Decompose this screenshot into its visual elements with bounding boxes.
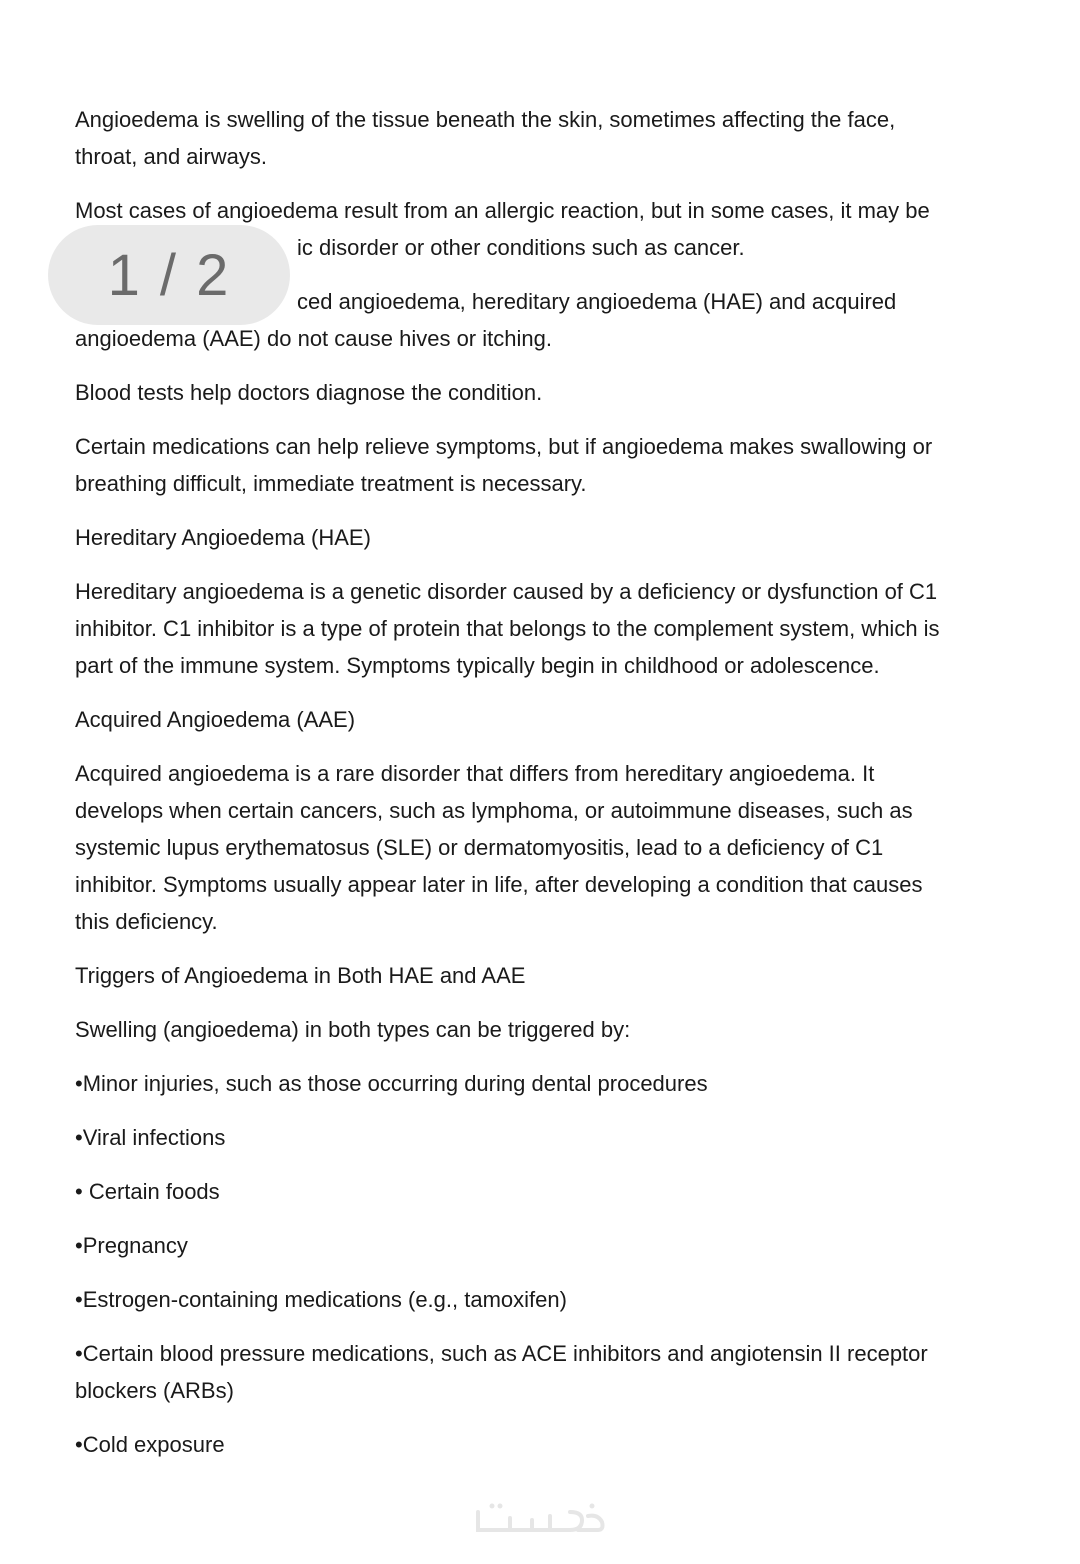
text-line: this deficiency. <box>75 909 218 934</box>
text-line: ced angioedema, hereditary angioedema (HAE) and acquired <box>297 289 897 314</box>
text-line: Certain medications can help relieve symptoms, but if angioedema makes swallowing or <box>75 434 933 459</box>
paragraph <box>75 1227 1075 1264</box>
text-line: Hereditary angioedema is a genetic disorder caused by a deficiency or dysfunction of C1 <box>75 579 938 604</box>
text-line: Angioedema is swelling of the tissue beneath the skin, sometimes affecting the face, <box>75 107 896 132</box>
paragraph <box>75 519 1075 556</box>
paragraph <box>75 1065 1075 1102</box>
text-line: •Minor injuries, such as those occurring during dental procedures <box>75 1071 708 1096</box>
paragraph <box>75 1119 1075 1156</box>
page-indicator <box>48 225 290 325</box>
paragraph <box>75 573 1075 684</box>
paragraph <box>75 1426 1075 1463</box>
text-line: •Cold exposure <box>75 1432 225 1457</box>
paragraph <box>75 374 1075 411</box>
paragraph <box>75 1011 1075 1048</box>
text-line: • Certain foods <box>75 1179 220 1204</box>
paragraph <box>75 428 1075 502</box>
text-line: Blood tests help doctors diagnose the condition. <box>75 380 543 405</box>
text-line: throat, and airways. <box>75 144 267 169</box>
text-line: inhibitor. C1 inhibitor is a type of protein that belongs to the complement system, which is <box>75 616 940 641</box>
text-line: breathing difficult, immediate treatment is necessary. <box>75 471 587 496</box>
text-line: ic disorder or other conditions such as cancer. <box>297 235 745 260</box>
text-line: Triggers of Angioedema in Both HAE and AAE <box>75 963 526 988</box>
text-line: blockers (ARBs) <box>75 1378 234 1403</box>
text-line: •Viral infections <box>75 1125 226 1150</box>
paragraph <box>75 701 1075 738</box>
text-line: •Estrogen-containing medications (e.g., tamoxifen) <box>75 1287 567 1312</box>
paragraph <box>75 1335 1075 1409</box>
text-line: inhibitor. Symptoms usually appear later in life, after developing a condition that causes <box>75 872 923 897</box>
paragraph <box>75 1173 1075 1210</box>
paragraph <box>75 1281 1075 1318</box>
text-line: Acquired Angioedema (AAE) <box>75 707 356 732</box>
text-line: Swelling (angioedema) in both types can be triggered by: <box>75 1017 631 1042</box>
text-line: Hereditary Angioedema (HAE) <box>75 525 371 550</box>
text-line: Most cases of angioedema result from an allergic reaction, but in some cases, it may be <box>75 198 930 223</box>
text-line: systemic lupus erythematosus (SLE) or dermatomyositis, lead to a deficiency of C1 <box>75 835 884 860</box>
page-indicator-label: 1 / 2 <box>107 242 231 308</box>
text-line: angioedema (AAE) do not cause hives or itching. <box>75 326 552 351</box>
watermark-icon <box>470 1500 610 1540</box>
text-line: •Pregnancy <box>75 1233 188 1258</box>
text-line: develops when certain cancers, such as lymphoma, or autoimmune diseases, such as <box>75 798 913 823</box>
text-line: part of the immune system. Symptoms typically begin in childhood or adolescence. <box>75 653 880 678</box>
paragraph <box>75 101 1075 175</box>
text-line: •Certain blood pressure medications, such as ACE inhibitors and angiotensin II receptor <box>75 1341 928 1366</box>
watermark-logo <box>470 1500 610 1540</box>
paragraph <box>75 755 1075 940</box>
text-line: Acquired angioedema is a rare disorder that differs from hereditary angioedema. It <box>75 761 875 786</box>
paragraph <box>75 957 1075 994</box>
